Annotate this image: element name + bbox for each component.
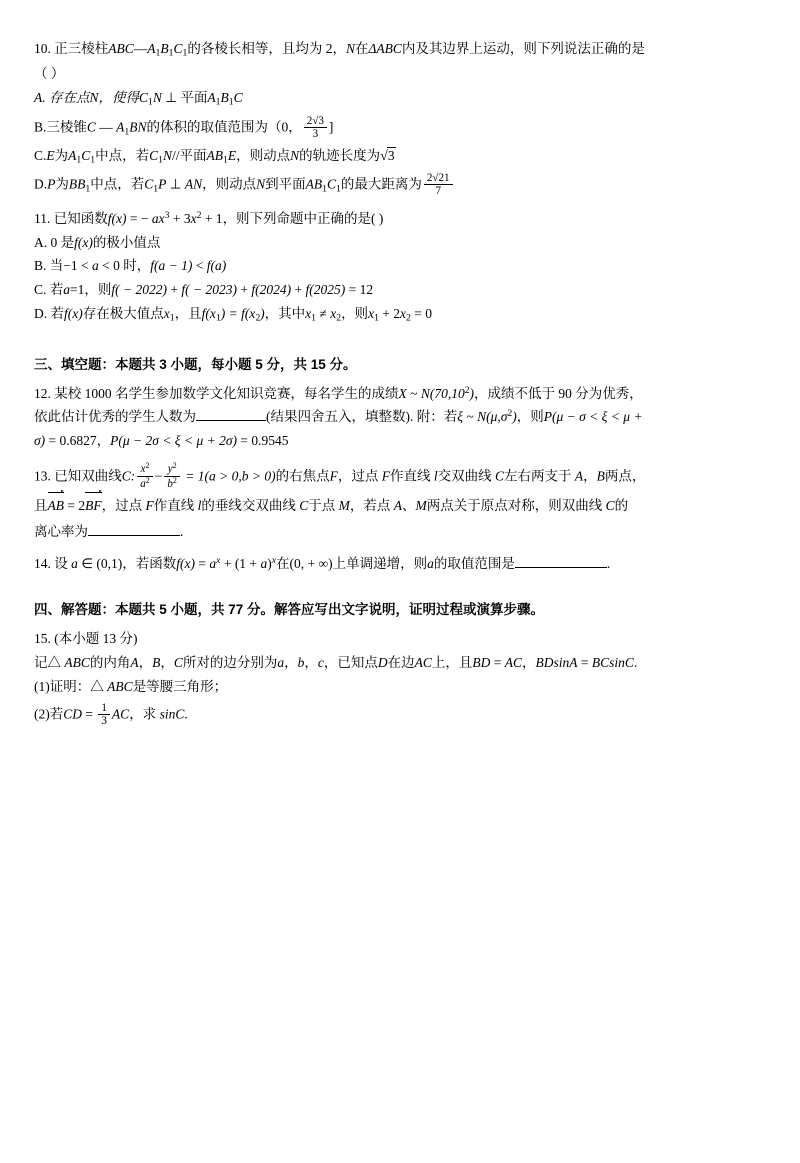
q13-line2 xyxy=(34,494,766,517)
q11-b-pre: B. 当−1 < xyxy=(34,258,92,274)
q10-dash: — xyxy=(133,41,148,56)
q11-plus1: + 1 xyxy=(201,210,223,226)
q15-c3: 所对的边分别为 xyxy=(182,655,278,671)
q14-line xyxy=(34,553,766,575)
q10-triangle-abc: ΔABC xyxy=(368,41,402,56)
q10-c-ab1: AB xyxy=(206,147,224,163)
q11-d-pre: D. 若 xyxy=(34,306,64,322)
q10-sub2: 1 xyxy=(168,47,174,59)
q11-c-a: a xyxy=(63,282,71,298)
q12-answer-blank[interactable] xyxy=(196,407,266,422)
q15-frac-num: 1 xyxy=(101,702,107,715)
q10-a-mid: ，使得 xyxy=(98,90,140,106)
q10-d-s3: 1 xyxy=(322,183,328,195)
q13-l3a: 离心率为 xyxy=(34,523,88,539)
q12-x: X xyxy=(398,385,407,401)
q11-x2: x xyxy=(190,210,197,226)
q11-tail: ，则下列命题中正确的是( ) xyxy=(222,210,384,226)
q10-c-pre: C. xyxy=(34,147,47,163)
q10-a-b1: B xyxy=(220,90,229,106)
q13-A2: A xyxy=(393,497,403,513)
q11-option-a xyxy=(34,232,766,254)
q10-option-d xyxy=(34,172,766,198)
q14-tail: 的取值范围是 xyxy=(433,555,515,571)
q10-a-plane: 平面 xyxy=(180,90,208,106)
q11-c-p3: + xyxy=(291,282,306,298)
q15-line3 xyxy=(34,702,766,728)
q10-c-wei: 为 xyxy=(54,147,69,163)
q10-c-a1: A xyxy=(68,147,77,163)
q10-b-mid: 的体积的取值范围为（0， xyxy=(146,119,302,135)
q11-d-x1c: x xyxy=(368,306,375,322)
q10-c-sqrt xyxy=(380,145,395,168)
q12-l2b: (结果四舍五入，填整数). 附：若 xyxy=(266,409,458,425)
question-11 xyxy=(34,208,766,327)
q11-option-c xyxy=(34,279,766,301)
q12-line3 xyxy=(34,430,766,452)
q15-head: 15. (本小题 13 分) xyxy=(34,631,138,647)
q11-d-s3: 2 xyxy=(255,312,261,324)
q10-d-den: 7 xyxy=(424,184,453,197)
q11-d-tail: = 0 xyxy=(410,306,433,322)
q10-a1: A xyxy=(147,41,156,56)
q13-f1ns: 2 xyxy=(145,461,150,471)
q10-d-frac xyxy=(424,172,453,198)
q13-f2d: b xyxy=(167,477,173,490)
q10-c-c1: C xyxy=(81,147,91,163)
q10-c-mid: 中点，若 xyxy=(95,147,150,163)
q15-a2: a xyxy=(277,655,285,671)
q13-l2eq: = 2 xyxy=(64,497,86,513)
q10-d-c1p: C xyxy=(144,176,154,192)
q13-l1b: 的右焦点 xyxy=(275,468,330,484)
q13-M: M xyxy=(338,497,350,513)
q11-ax: ax xyxy=(151,210,165,226)
q11-b-mid: < 0 时， xyxy=(98,258,151,274)
q11-d-eqp: ) = xyxy=(220,306,242,322)
q13-vec-ab: AB xyxy=(48,494,65,517)
q10-b-s1: 1 xyxy=(124,126,130,138)
q10-b-bn: BN xyxy=(129,119,147,135)
q11-b-a: a xyxy=(91,258,99,274)
q13-f2n: y xyxy=(167,463,173,476)
q10-a-c1b: C xyxy=(233,90,243,106)
q10-stem-b: 的各棱长相等，且均为 2， xyxy=(187,41,346,56)
q11-b-lt: < xyxy=(192,258,207,274)
q12-line1 xyxy=(34,383,766,405)
q15-frac xyxy=(98,702,110,728)
q15-eq: = xyxy=(490,655,505,671)
q15-AC2: AC xyxy=(504,655,523,671)
q10-d-num: 2√21 xyxy=(426,171,450,184)
q11-d-plus: + 2 xyxy=(378,306,401,322)
q10-sub1: 1 xyxy=(155,47,161,59)
q10-b-a1: A xyxy=(116,119,125,135)
q10-b1: B xyxy=(160,41,169,56)
q15-abc: ABC xyxy=(64,655,90,671)
q11-b-f2: f(a) xyxy=(206,258,227,274)
q14-a-var: a xyxy=(71,555,78,571)
q15-l1a: 记 xyxy=(34,655,48,671)
q12-l3b: = 0.6827， xyxy=(45,433,111,449)
q13-A: A xyxy=(574,468,584,484)
q15-l3a: (2)若 xyxy=(34,706,64,722)
section-fill-blank-heading: 三、填空题：本题共 3 小题，每小题 5 分，共 15 分。 xyxy=(34,356,357,372)
q11-c-f1: f( − 2022) xyxy=(111,282,167,298)
q10-stem-paren: （ ） xyxy=(34,66,65,82)
q12-l2d: ，则 xyxy=(516,409,544,425)
q13-l2: l xyxy=(197,497,202,513)
q14-ax-sup: x xyxy=(216,554,221,566)
q10-c-plane: 平面 xyxy=(179,147,207,163)
q13-l2i: 的 xyxy=(614,497,629,513)
q11-c-tail: = 12 xyxy=(345,282,374,298)
q11-b-f1: f(a − 1) xyxy=(150,258,193,274)
q15-c9: 上，且 xyxy=(431,655,473,671)
q13-frac1-num xyxy=(137,462,153,475)
q10-d-mid: 中点，若 xyxy=(90,176,145,192)
q13-c4: 交双曲线 xyxy=(437,468,495,484)
q11-c-eq: =1，则 xyxy=(70,282,112,298)
q10-d-an: AN xyxy=(184,176,203,192)
q10-c-s4: 1 xyxy=(223,154,228,166)
q10-d-p: P xyxy=(47,176,56,192)
q11-sup3: 3 xyxy=(164,209,170,221)
q11-c-pre: C. 若 xyxy=(34,282,64,298)
q10-d-s2: 1 xyxy=(153,183,159,195)
q13-line3 xyxy=(34,521,766,543)
q13-l3b: . xyxy=(180,523,184,539)
q10-d-bb1: BB xyxy=(68,176,86,192)
q10-option-b xyxy=(34,115,766,141)
q10-stem-a: 10. 正三棱柱 xyxy=(34,41,109,56)
q12-l1b: ，成绩不低于 90 分为优秀， xyxy=(474,385,643,401)
q14-a3: a xyxy=(427,555,434,571)
q10-c-n2: N xyxy=(290,147,300,163)
q15-c4: ， xyxy=(284,655,298,671)
section-solve-heading: 四、解答题：本题共 5 小题，共 77 分。解答应写出文字说明，证明过程或演算步骤。 xyxy=(34,602,545,618)
q13-l2b: ，过点 xyxy=(101,497,146,513)
q11-sup2: 2 xyxy=(196,209,202,221)
q15-l2a: (1)证明： xyxy=(34,679,91,695)
q12-xi: ξ ~ N(μ,σ xyxy=(457,409,508,425)
q10-b-pre: B.三棱锥 xyxy=(34,119,87,135)
q14-plus: + (1 + xyxy=(220,555,261,571)
question-10 xyxy=(34,38,766,198)
q12-l1a: 12. 某校 1000 名学生参加数学文化知识竞赛，每名学生的成绩 xyxy=(34,385,399,401)
q14-x-sup: x xyxy=(271,554,277,566)
q11-d-x1: x xyxy=(163,306,170,322)
q10-c-par: // xyxy=(172,147,180,163)
q11-option-b xyxy=(34,255,766,277)
q15-D: D xyxy=(377,655,388,671)
q11-d-fx1: f(x xyxy=(201,306,216,322)
q11-d-s7: 2 xyxy=(406,312,411,324)
q10-d-s1: 1 xyxy=(85,183,91,195)
q15-l3dot: . xyxy=(184,706,188,722)
q15-line1 xyxy=(34,652,766,674)
q13-l2e: 于点 xyxy=(308,497,339,513)
q15-c10: ， xyxy=(522,655,536,671)
q11-d-s5: 2 xyxy=(336,312,342,324)
q10-c-n: N xyxy=(163,147,173,163)
q10-a-a1: A xyxy=(207,90,216,106)
q10-c1: C xyxy=(173,41,183,56)
q11-a-tail: 的极小值点 xyxy=(92,234,161,250)
q15-l3eq: = xyxy=(82,706,97,722)
q13-C2: C xyxy=(299,497,309,513)
q11-d-fx2: f(x xyxy=(241,306,256,322)
q13-F: F xyxy=(329,468,338,484)
triangle-icon: △ xyxy=(47,655,65,671)
q15-A: A xyxy=(130,655,139,671)
q13-l2a: 且 xyxy=(34,497,48,513)
q10-c-s3: 1 xyxy=(158,154,163,166)
q14-f: f(x) xyxy=(176,555,195,571)
q11-f: f(x) xyxy=(107,210,127,226)
q10-b-dash: — xyxy=(95,119,117,135)
q15-line2 xyxy=(34,676,766,698)
question-14 xyxy=(34,553,766,575)
q13-l2d: 的垂线交双曲线 xyxy=(201,497,300,513)
q10-a-perp: ⊥ xyxy=(161,90,181,106)
q15-c1: ， xyxy=(138,655,153,671)
q10-d-wei: 为 xyxy=(55,176,69,192)
q11-c-f4: f(2025) xyxy=(305,282,346,298)
q10-b-den: 3 xyxy=(304,127,327,140)
q10-c-e2: E xyxy=(227,147,237,163)
q11-d-s1: 1 xyxy=(169,312,175,324)
q10-d-n: N xyxy=(256,176,266,192)
q12-close: ) xyxy=(469,385,475,401)
q10-a-n2: N xyxy=(152,90,162,106)
q10-b-end: ] xyxy=(328,119,334,135)
q10-d-tail: 的最大距离为 xyxy=(340,176,422,192)
q15-AC3: AC xyxy=(111,706,130,722)
q11-d-s2: 1 xyxy=(215,312,221,324)
q11-d-f: f(x) xyxy=(64,306,83,322)
q15-eq2: = xyxy=(577,655,592,671)
q15-abc2: ABC xyxy=(107,679,133,695)
q10-c-e: E xyxy=(46,147,55,163)
q10-d-perp: ⊥ xyxy=(166,176,185,192)
q10-a-s2: 1 xyxy=(228,97,234,109)
q15-B: B xyxy=(152,655,161,671)
q10-option-c xyxy=(34,145,766,168)
q14-eq: = xyxy=(195,555,210,571)
q11-d-mid2: ，且 xyxy=(174,306,202,322)
q13-l: l xyxy=(433,468,438,484)
q10-a-s1: 1 xyxy=(215,97,221,109)
q13-f2ns: 2 xyxy=(172,461,177,471)
q10-sub3: 1 xyxy=(182,47,188,59)
q10-c-s2: 1 xyxy=(90,154,96,166)
q10-d-c1: C xyxy=(327,176,337,192)
q15-BDsinA: BDsinA xyxy=(535,655,578,671)
q13-answer-blank[interactable] xyxy=(88,521,180,536)
q15-C: C xyxy=(173,655,183,671)
q13-M2: M xyxy=(415,497,427,513)
q11-c-p2: + xyxy=(236,282,252,298)
q14-a2: a xyxy=(260,555,268,571)
q12-sigma: σ) xyxy=(34,433,46,449)
q11-d-x2: x xyxy=(330,306,337,322)
q11-option-d xyxy=(34,303,766,326)
q10-stem xyxy=(34,38,766,61)
q13-l1a: 13. 已知双曲线 xyxy=(34,468,122,484)
q15-l2b: 是等腰三角形； xyxy=(132,679,228,695)
q14-ax: a xyxy=(209,555,217,571)
q12-l2a: 依此估计优秀的学生人数为 xyxy=(34,409,196,425)
q11-c-f2: f( − 2023) xyxy=(181,282,237,298)
q15-c7: ，已知点 xyxy=(323,655,378,671)
q13-l2c: 作直线 xyxy=(153,497,198,513)
q12-line2 xyxy=(34,406,766,428)
q10-d-p2: P xyxy=(158,176,167,192)
q11-d-s6: 1 xyxy=(374,312,379,324)
q10-stem-d: 内及其边界上运动，则下列说法正确的是 xyxy=(401,41,645,56)
q15-c8: 在边 xyxy=(387,655,415,671)
triangle-icon-2: △ xyxy=(90,679,108,695)
q13-c7: 两点， xyxy=(604,468,646,484)
q10-b-frac xyxy=(304,115,327,141)
q11-d-s4: 1 xyxy=(311,312,317,324)
q13-frac2-num xyxy=(164,462,180,475)
q10-d-s4: 1 xyxy=(336,183,341,195)
q15-c-side: c xyxy=(317,655,324,671)
q10-b-num: 2√3 xyxy=(306,114,324,127)
q13-c-label: C: xyxy=(121,468,136,484)
q11-c-p1: + xyxy=(167,282,182,298)
q15-CD: CD xyxy=(63,706,83,722)
q11-pre: 11. 已知函数 xyxy=(34,210,108,226)
q11-d-x1b: x xyxy=(305,306,312,322)
q10-abc: ABC xyxy=(108,41,134,56)
q10-c-c1n: C xyxy=(149,147,159,163)
q11-plus: + 3 xyxy=(169,210,191,226)
q12-sim: ~ xyxy=(406,385,421,401)
q12-normal: N(70,10 xyxy=(420,385,465,401)
q13-B: B xyxy=(596,468,605,484)
q11-d-x2b: x xyxy=(400,306,407,322)
q12-xi-sup: 2 xyxy=(507,408,513,420)
q10-d-pre: D. xyxy=(34,176,48,192)
q15-frac-den: 3 xyxy=(98,714,110,727)
q12-p1: P(μ − σ < ξ < μ + xyxy=(543,409,643,425)
q15-l1b: 的内角 xyxy=(89,655,131,671)
q15-dot: . xyxy=(633,655,638,671)
q13-l2h: 两点关于原点对称，则双曲线 xyxy=(426,497,606,513)
q14-mid: 在(0, + ∞)上单调递增，则 xyxy=(276,555,428,571)
q10-a-c1: C xyxy=(139,90,149,106)
q13-l2f: ，若点 xyxy=(349,497,394,513)
q10-c-tail: 的轨迹长度为 xyxy=(299,147,381,163)
q13-frac2 xyxy=(164,462,180,490)
q13-C3: C xyxy=(605,497,615,513)
q11-a-f: f(x) xyxy=(74,234,93,250)
question-15 xyxy=(34,628,766,727)
q13-f1n: x xyxy=(140,463,146,476)
q15-AC: AC xyxy=(414,655,432,671)
q14-dot: . xyxy=(606,555,611,571)
q11-d-mid3: ，其中 xyxy=(264,306,306,322)
question-12 xyxy=(34,383,766,453)
q13-F3: F xyxy=(145,497,154,513)
q13-f1ds: 2 xyxy=(145,475,150,485)
q12-l3c: = 0.9545 xyxy=(236,433,289,449)
q10-c-mid2: ，则动点 xyxy=(236,147,291,163)
q15-c2: ， xyxy=(160,655,174,671)
q13-F2: F xyxy=(381,468,390,484)
q13-c5: 左右两支于 xyxy=(504,468,575,484)
q13-C: C xyxy=(495,468,505,484)
radical-icon: √ xyxy=(380,147,388,164)
q11-eq: = − xyxy=(126,210,152,226)
q13-l2g: 、 xyxy=(402,497,416,513)
q10-c-s1: 1 xyxy=(76,154,82,166)
q11-stem xyxy=(34,208,766,230)
q13-c2: ，过点 xyxy=(337,468,382,484)
q11-a-pre: A. 0 是 xyxy=(34,234,75,250)
q13-frac2-den xyxy=(164,476,180,490)
q11-c-f3: f(2024) xyxy=(251,282,292,298)
q13-minus: − xyxy=(154,468,163,484)
q15-sinC: sinC xyxy=(159,706,185,722)
q13-f1d: a xyxy=(140,477,146,490)
q15-b2: b xyxy=(297,655,305,671)
q10-d-mid2: ，则动点 xyxy=(202,176,257,192)
q15-BCsinC: BCsinC xyxy=(591,655,634,671)
q12-sup: 2 xyxy=(464,384,470,396)
q11-d-cp: ) xyxy=(260,306,265,322)
q10-option-a xyxy=(34,87,766,110)
q13-c6: ， xyxy=(583,468,597,484)
q13-c3: 作直线 xyxy=(389,468,434,484)
q15-c5: ， xyxy=(304,655,318,671)
q10-stem-c: 在 xyxy=(354,41,369,56)
q13-eq: = 1(a > 0,b > 0) xyxy=(181,468,276,484)
q13-vec-bf: BF xyxy=(85,494,102,517)
q10-d-ab1: AB xyxy=(305,176,323,192)
q13-frac1-den xyxy=(137,476,153,490)
q10-c-sqrt-val: 3 xyxy=(387,147,395,163)
q10-d-to: 到平面 xyxy=(265,176,306,192)
q11-d-mid4: ，则 xyxy=(341,306,369,322)
q12-p2: P(μ − 2σ < ξ < μ + 2σ) xyxy=(110,433,237,449)
q13-f2ds: 2 xyxy=(172,475,177,485)
q14-answer-blank[interactable] xyxy=(515,553,607,568)
q13-line1 xyxy=(34,462,766,490)
q10-a-pre: A. 存在点 xyxy=(34,90,90,106)
q10-b-c: C xyxy=(86,119,96,135)
q13-frac1 xyxy=(137,462,153,490)
q10-n: N xyxy=(345,41,355,56)
q15-l3b: ，求 xyxy=(129,706,160,722)
q14-b: ∈ (0,1)，若函数 xyxy=(77,555,177,571)
q14-a: 14. 设 xyxy=(34,555,72,571)
q11-d-mid: 存在极大值点 xyxy=(82,306,164,322)
question-13 xyxy=(34,462,766,542)
q14-close: ) xyxy=(267,555,272,571)
q10-a-sub: 1 xyxy=(148,97,153,109)
q15-BD: BD xyxy=(472,655,491,671)
q10-a-n: N xyxy=(89,90,99,106)
q11-d-ne: ≠ xyxy=(316,306,331,322)
q12-xi-close: ) xyxy=(512,409,517,425)
